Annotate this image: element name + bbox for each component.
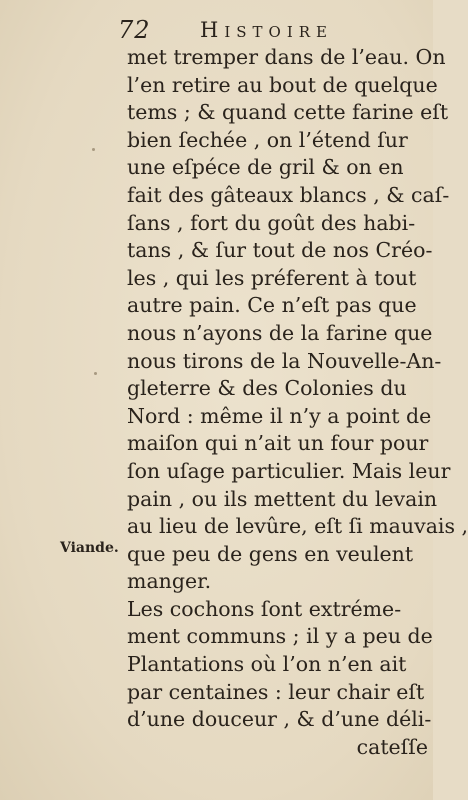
text-line: gleterre & des Colonies du bbox=[127, 376, 407, 401]
text-line: maiſon qui n’ait un four pour bbox=[127, 431, 429, 456]
text-line: d’une douceur , & d’une déli- bbox=[127, 707, 432, 732]
text-line: met tremper dans de l’eau. On bbox=[127, 45, 446, 69]
text-line: pain , ou ils mettent du levain bbox=[127, 486, 438, 511]
margin-note: Viande. bbox=[60, 540, 119, 556]
text-line: nous tirons de la Nouvelle-An- bbox=[127, 348, 442, 373]
text-line: les , qui les préferent à tout bbox=[127, 265, 417, 290]
text-line: Plantations où l’on n’en ait bbox=[127, 652, 407, 677]
catchword: cateſſe bbox=[356, 734, 428, 759]
text-line: manger. bbox=[127, 569, 212, 594]
page-header bbox=[118, 16, 428, 42]
text-line: l’en retire au bout de quelque bbox=[127, 72, 438, 97]
text-line: autre pain. Ce n’eſt pas que bbox=[127, 293, 417, 318]
page-number: 72 bbox=[118, 16, 151, 44]
text-line: bien ſechée , on l’étend ſur bbox=[127, 127, 408, 152]
text-line: Les cochons ſont extréme- bbox=[127, 596, 402, 621]
text-line: au lieu de levûre, eſt ſi mauvais , bbox=[127, 514, 468, 539]
text-line: Nord : même il n’y a point de bbox=[127, 403, 432, 428]
paper-speck bbox=[94, 372, 97, 375]
text-line: ſon uſage particulier. Mais leur bbox=[127, 458, 451, 483]
paper-speck bbox=[92, 148, 95, 151]
body-text bbox=[127, 44, 468, 761]
running-title: Histoire bbox=[200, 18, 333, 42]
text-line: tans , & ſur tout de nos Créo- bbox=[127, 238, 433, 263]
text-line: que peu de gens en veulent bbox=[127, 541, 414, 566]
text-line: ment communs ; il y a peu de bbox=[127, 624, 433, 649]
text-line: fait des gâteaux blancs , & caſ- bbox=[127, 182, 450, 207]
text-line: par centaines : leur chair eſt bbox=[127, 679, 425, 704]
text-line: tems ; & quand cette farine eſt bbox=[127, 100, 449, 125]
text-line: une eſpéce de gril & on en bbox=[127, 155, 404, 180]
text-line: ſans , fort du goût des habi- bbox=[127, 210, 416, 235]
text-line: nous n’ayons de la farine que bbox=[127, 320, 433, 345]
